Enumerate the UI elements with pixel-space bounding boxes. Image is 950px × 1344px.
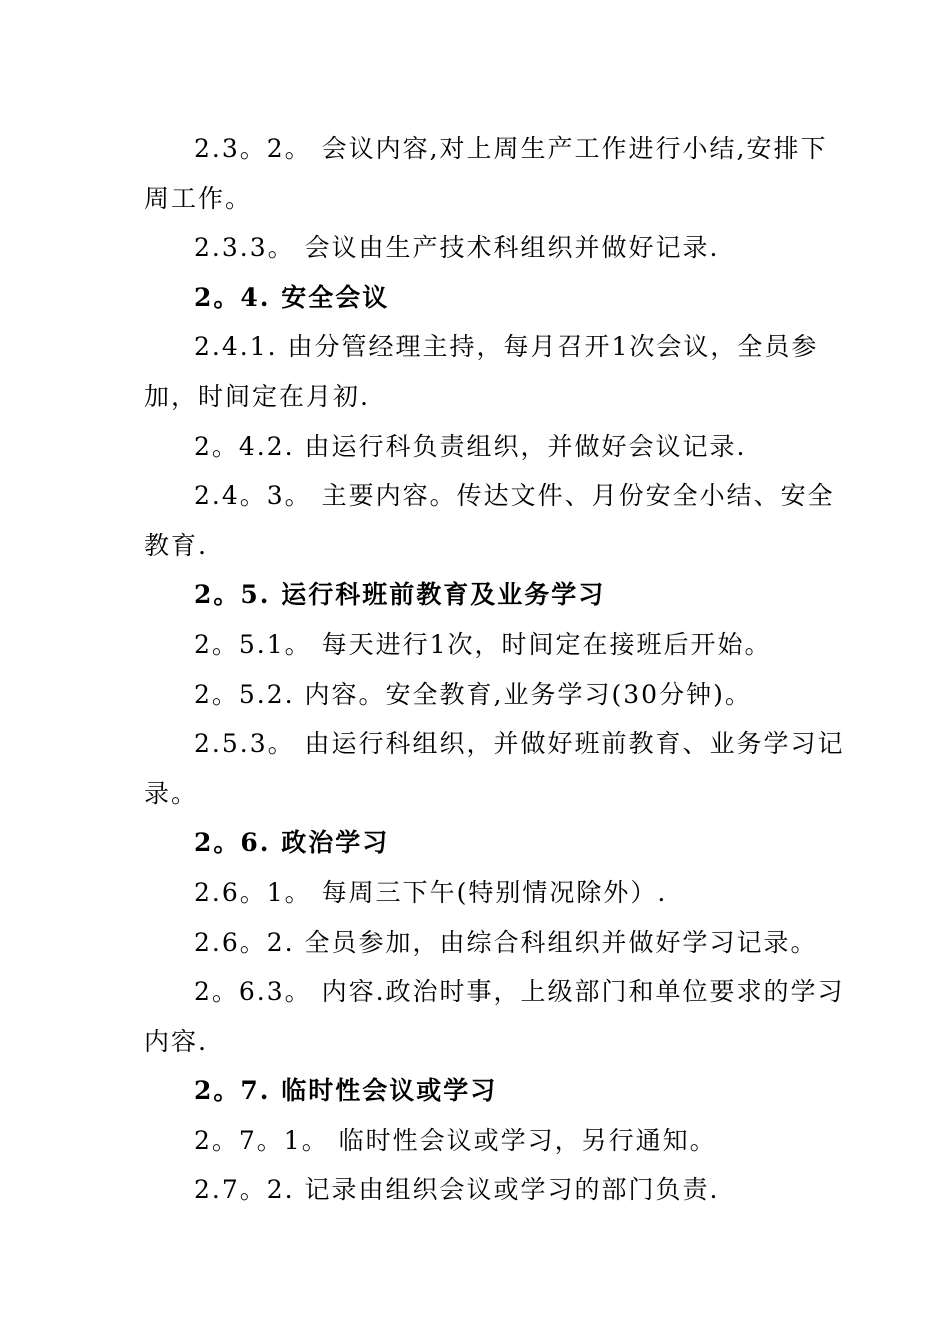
section-heading-2-6: 2。6. 政治学习 <box>194 828 390 858</box>
section-heading-2-4: 2。4. 安全会议 <box>194 282 390 312</box>
section-heading-2-7: 2。7. 临时性会议或学习 <box>194 1076 498 1106</box>
paragraph-2-7-1: 2。7。1。 临时性会议或学习，另行通知。 <box>194 1125 717 1155</box>
paragraph-2-4-3-line-1: 2.4。3。 主要内容。传达文件、月份安全小结、安全 <box>194 481 835 511</box>
paragraph-2-3-2-line-2: 周工作。 <box>144 183 253 213</box>
paragraph-2-6-3-line-2: 内容. <box>144 1026 208 1056</box>
paragraph-2-7-2: 2.7。2. 记录由组织会议或学习的部门负责. <box>194 1175 720 1205</box>
paragraph-2-5-1: 2。5.1。 每天进行1次，时间定在接班后开始。 <box>194 629 772 659</box>
paragraph-2-3-3: 2.3.3。 会议由生产技术科组织并做好记录. <box>194 233 720 263</box>
section-heading-2-5: 2。5. 运行科班前教育及业务学习 <box>194 580 606 610</box>
paragraph-2-6-3-line-1: 2。6.3。 内容.政治时事，上级部门和单位要求的学习 <box>194 977 845 1007</box>
paragraph-2-5-3-line-2: 录。 <box>144 778 199 808</box>
paragraph-2-4-2: 2。4.2. 由运行科负责组织，并做好会议记录. <box>194 431 747 461</box>
paragraph-2-5-2: 2。5.2. 内容。安全教育,业务学习(30分钟)。 <box>194 679 752 709</box>
paragraph-2-3-2-line-1: 2.3。2。 会议内容,对上周生产工作进行小结,安排下 <box>194 134 828 163</box>
paragraph-2-4-1-line-1: 2.4.1. 由分管经理主持，每月召开1次会议，全员参 <box>194 332 819 362</box>
paragraph-2-4-1-line-2: 加，时间定在月初. <box>144 381 370 411</box>
paragraph-2-6-2: 2.6。2. 全员参加，由综合科组织并做好学习记录。 <box>194 927 818 957</box>
paragraph-2-4-3-line-2: 教育. <box>144 530 208 560</box>
document-body <box>144 124 845 1215</box>
paragraph-2-6-1: 2.6。1。 每周三下午(特别情况除外）. <box>194 877 668 907</box>
paragraph-2-5-3-line-1: 2.5.3。 由运行科组织，并做好班前教育、业务学习记 <box>194 729 845 759</box>
